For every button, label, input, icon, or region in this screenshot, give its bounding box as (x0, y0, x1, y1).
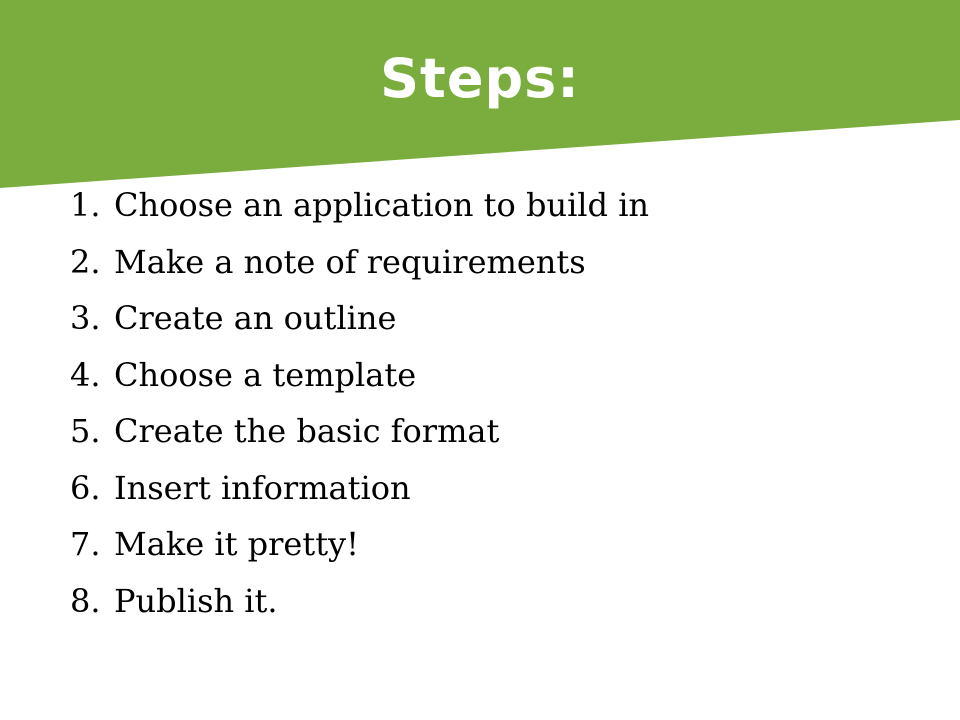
step-text: Create an outline (114, 299, 397, 337)
list-item (70, 299, 649, 356)
list-item (70, 525, 649, 582)
step-text: Publish it. (114, 581, 278, 620)
step-number: 7. (70, 525, 101, 563)
step-number: 1. (70, 186, 101, 224)
steps-list (70, 186, 649, 638)
step-text: Insert information (114, 468, 411, 507)
step-text: Choose an application to build in (114, 186, 650, 224)
step-text: Choose a template (114, 355, 417, 394)
step-number: 3. (70, 299, 101, 337)
step-number: 2. (70, 242, 101, 281)
list-item (70, 582, 649, 639)
step-text: Make it pretty! (114, 525, 359, 563)
list-item (70, 186, 649, 243)
list-item (70, 243, 649, 300)
list-item (70, 469, 649, 526)
step-number: 8. (70, 581, 101, 620)
list-item (70, 356, 649, 413)
step-number: 5. (70, 412, 101, 450)
slide-title: Steps: (380, 47, 580, 110)
step-text: Create the basic format (114, 412, 500, 450)
step-number: 4. (70, 355, 101, 394)
step-number: 6. (70, 468, 101, 507)
step-text: Make a note of requirements (114, 242, 586, 281)
list-item (70, 412, 649, 469)
